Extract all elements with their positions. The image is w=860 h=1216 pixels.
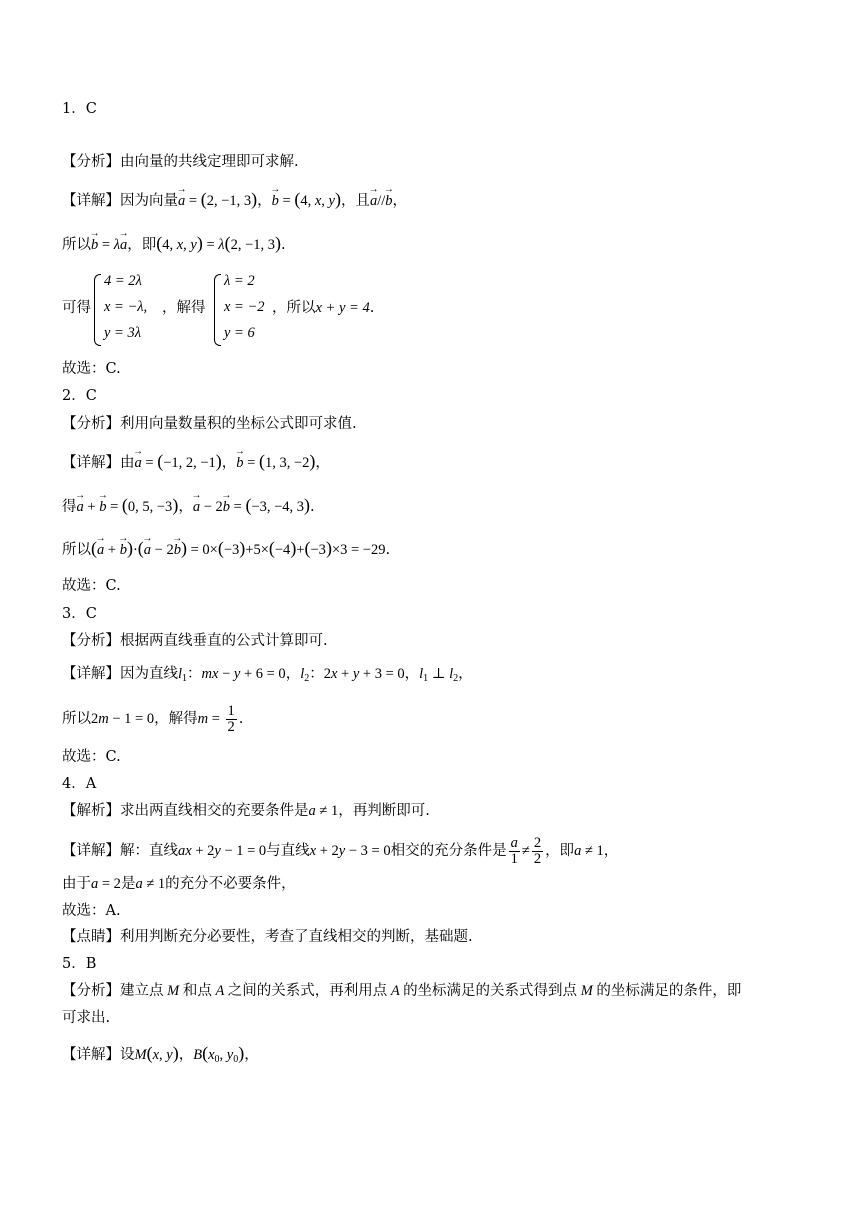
text: ，再判断即可. [338, 803, 430, 819]
text: 由于 [62, 876, 91, 892]
equation: x = −2 [224, 299, 265, 315]
q1-solve-text: ，解得 [162, 300, 206, 316]
q4-detail-line1 [62, 836, 618, 867]
left-brace [214, 274, 221, 346]
formula: M(x, y) [134, 1043, 179, 1063]
q2-detail-line1 [62, 451, 330, 473]
formula: ax + 2y − 1 = 0 [178, 843, 267, 860]
formula: → b = (4, x, y) [272, 193, 341, 209]
text: 的充分不必要条件， [165, 876, 296, 892]
text: 因为直线 [120, 666, 178, 682]
analysis-tag: 【分析】 [62, 416, 120, 432]
text: 由 [120, 455, 135, 471]
formula: mx − y + 6 = 0 [201, 666, 286, 682]
analysis-text: 根据两直线垂直的公式计算即可. [120, 633, 328, 649]
text: 相交的充分条件是 [390, 843, 507, 860]
q2-detail-line2 [62, 495, 315, 517]
formula: → a = (2, −1, 3) [178, 193, 257, 209]
q1-equation-system-2 [212, 270, 272, 348]
text: . [310, 499, 315, 515]
q5-analysis-line2: 可求出. [62, 1010, 111, 1026]
formula: $B(x_0$, $y_0$) [193, 1043, 245, 1065]
detail-tag: 【详解】 [62, 193, 120, 209]
text: 之间的关系式，再利用点 [227, 983, 388, 999]
text: 与直线 [266, 843, 310, 860]
formula: → b = λ→ a [91, 237, 127, 253]
q2-detail-line3 [62, 538, 390, 560]
text: 解：直线 [120, 843, 178, 860]
text: ，即 [545, 843, 575, 860]
equation: y = 6 [224, 325, 255, 341]
text: ， [603, 843, 619, 860]
formula: → a − 2→ b = (−3, −4, 3) [193, 499, 310, 515]
formula: x + y = 4 [315, 300, 370, 316]
formula: $l_1$ [178, 666, 188, 684]
q5-detail-line1 [62, 1043, 259, 1066]
q4-answer: 故选：A. [62, 903, 121, 919]
text: 得 [62, 499, 77, 515]
q2-analysis [62, 416, 357, 433]
q1-detail-line1 [62, 189, 407, 211]
formula: a ≠ 1 [574, 843, 604, 860]
q1-solve-label: 可得 [62, 300, 91, 316]
text: ， [404, 666, 420, 682]
formula: m = $\frac{1}{2}$ [197, 703, 235, 736]
q3-heading: 3．C [62, 606, 97, 622]
equation: λ = 2 [224, 273, 255, 289]
text: . [238, 711, 244, 728]
detail-tag: 【详解】 [62, 666, 120, 682]
text: ， [458, 666, 473, 682]
formula: x + 2y − 3 = 0 [309, 843, 391, 860]
text: ， [178, 1047, 194, 1063]
equation: x = −λ, [104, 299, 148, 315]
formula: 2m − 1 = 0 [91, 711, 155, 728]
equation: 4 = 2λ [104, 273, 142, 289]
formula: (→ a + → b)·(→ a − 2→ b) = 0×(−3)+5×(−4)+(−3)×3 = −29 [91, 542, 385, 558]
text: ，所以 [272, 300, 316, 316]
q2-answer: 故选：C. [62, 578, 121, 594]
q4-dianjing [62, 929, 473, 946]
formula: a = 2 [91, 876, 121, 892]
formula: M [163, 983, 183, 999]
text: 建立点 [120, 983, 164, 999]
text: ， [315, 455, 330, 471]
formula: 2x + y + 3 = 0 [323, 666, 405, 682]
text: ，即 [127, 237, 157, 253]
q4-heading: 4．A [62, 776, 97, 792]
jiexi-tag: 【解析】 [62, 803, 120, 819]
dianjing-tag: 【点睛】 [62, 929, 120, 945]
text: ， [285, 666, 301, 682]
formula: → b = (1, 3, −2) [236, 455, 315, 471]
q5-heading: 5．B [62, 956, 97, 972]
q3-detail-line2 [62, 704, 243, 735]
formula: → a + → b = (0, 5, −3) [77, 499, 179, 515]
text: 所以 [62, 237, 91, 253]
text: ， [257, 193, 272, 209]
text: ， [392, 193, 407, 209]
formula: (4, x, y) = λ(2, −1, 3) [156, 233, 281, 253]
analysis-tag: 【分析】 [62, 633, 120, 649]
dianjing-text: 利用判断充分必要性，考查了直线相交的判断，基础题. [120, 929, 473, 945]
q1-equation-system-1 [92, 270, 162, 348]
formula: $l_2$ [300, 666, 310, 684]
text: 是 [120, 876, 136, 892]
detail-tag: 【详解】 [62, 455, 120, 471]
formula: → a = (−1, 2, −1) [135, 455, 222, 471]
text: . [369, 300, 375, 316]
text: 的坐标满足的条件，即 [596, 983, 742, 999]
q1-answer: 故选：C. [62, 361, 121, 377]
text: 所以 [62, 711, 91, 728]
formula: $\frac{a}{1}$ ≠ $\frac{2}{2}$ [510, 835, 542, 868]
formula: $l_1$ ⊥ $l_2$ [419, 666, 459, 684]
text: . [281, 237, 286, 253]
formula: A [387, 983, 404, 999]
text: 因为向量 [120, 193, 178, 209]
q3-answer: 故选：C. [62, 749, 121, 765]
detail-tag: 【详解】 [62, 1047, 120, 1063]
formula: → a//→ b [370, 193, 393, 209]
analysis-tag: 【分析】 [62, 154, 120, 170]
text: ，且 [340, 193, 370, 209]
text: ： [309, 666, 324, 682]
q4-jiexi [62, 803, 430, 820]
equation: y = 3λ [104, 325, 142, 341]
text: 的坐标满足的关系式得到点 [403, 983, 578, 999]
analysis-tag: 【分析】 [62, 983, 120, 999]
q5-analysis-line1 [62, 983, 741, 1000]
q2-heading: 2．C [62, 388, 97, 404]
formula: a ≠ 1 [308, 803, 339, 819]
text: ， [178, 499, 193, 515]
formula: a ≠ 1 [135, 876, 166, 892]
text: ，解得 [154, 711, 198, 728]
text: 所以 [62, 542, 91, 558]
text: ： [187, 666, 202, 682]
q1-analysis [62, 154, 299, 171]
formula: A [211, 983, 228, 999]
formula: M [577, 983, 597, 999]
left-brace [94, 274, 101, 346]
q3-analysis [62, 633, 328, 650]
text: 设 [120, 1047, 135, 1063]
q4-detail-line2 [62, 876, 296, 893]
analysis-text: 由向量的共线定理即可求解. [120, 154, 299, 170]
q3-detail-line1 [62, 666, 473, 685]
text: ， [244, 1047, 259, 1063]
text: 求出两直线相交的充要条件是 [120, 803, 309, 819]
text: ， [221, 455, 237, 471]
q1-heading: 1．C [62, 101, 97, 117]
analysis-text: 利用向量数量积的坐标公式即可求值. [120, 416, 357, 432]
q1-result [272, 300, 374, 317]
detail-tag: 【详解】 [62, 843, 120, 860]
text: . [385, 542, 391, 558]
text: 和点 [182, 983, 212, 999]
q1-detail-line2 [62, 233, 286, 255]
